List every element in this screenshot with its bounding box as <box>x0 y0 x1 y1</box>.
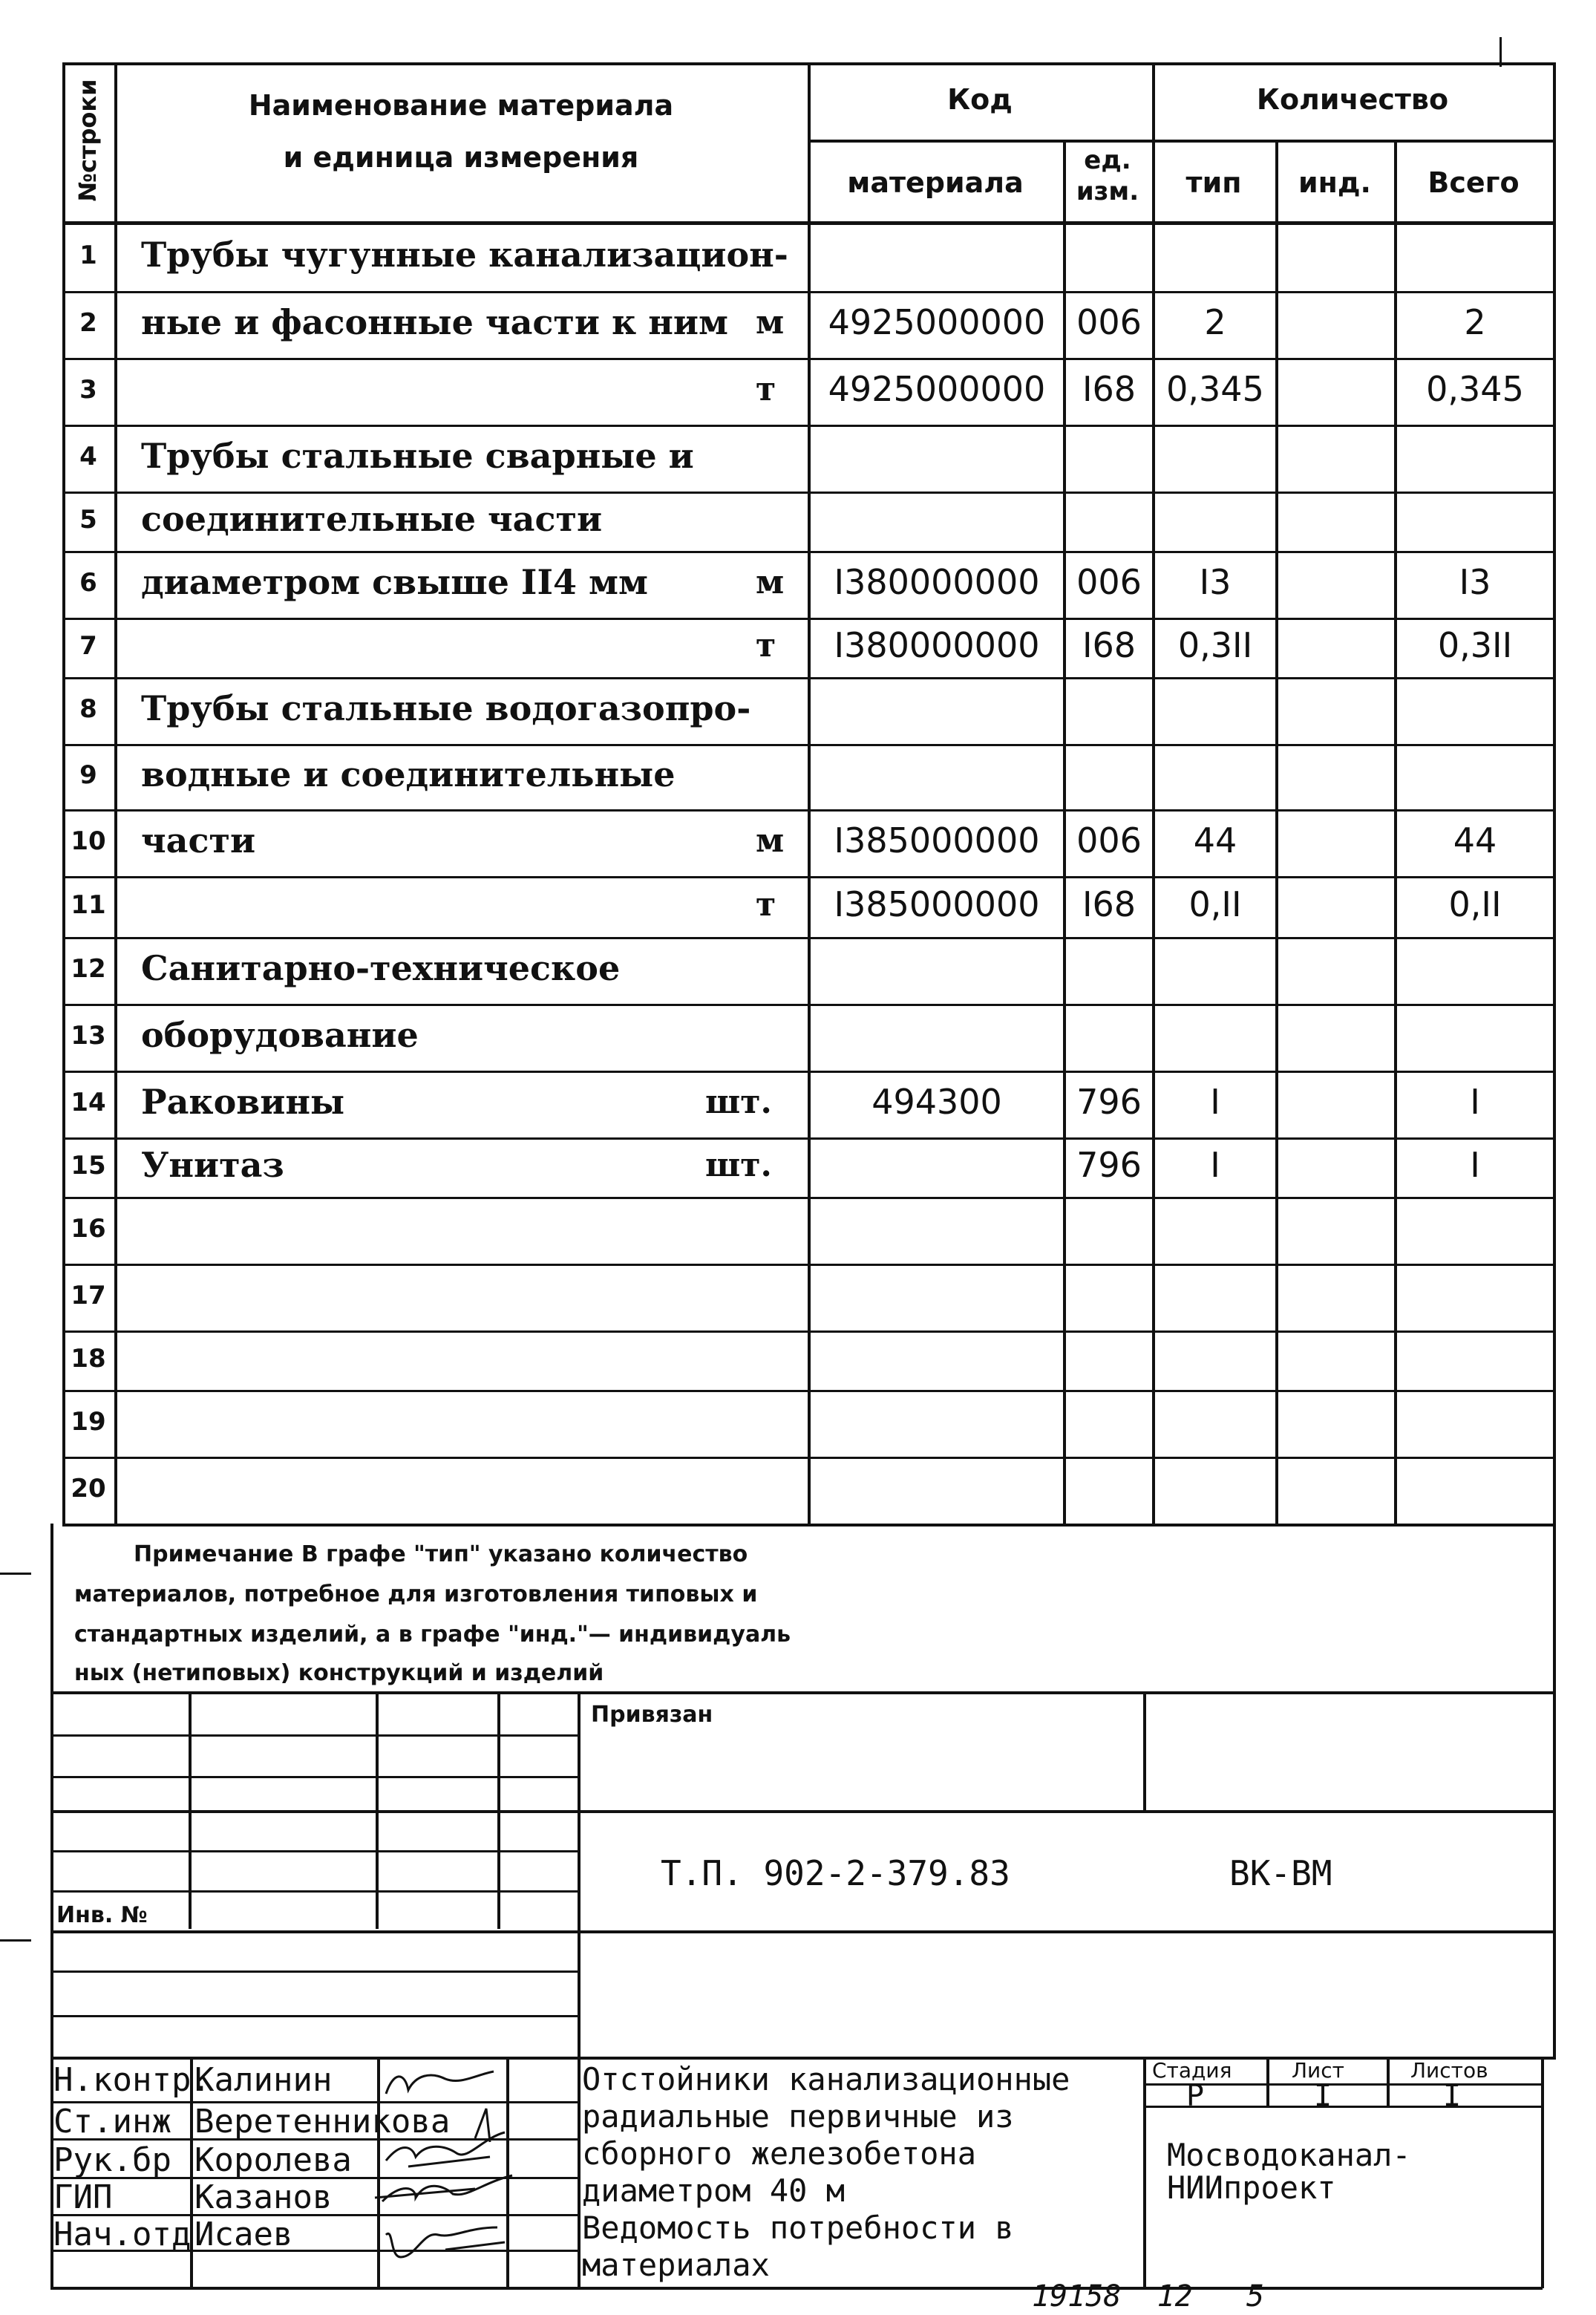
note-line4: ных (нетиповых) конструкций и изделий <box>74 1660 604 1686</box>
drawing-title-line: сборного железобетона <box>582 2135 977 2172</box>
row-name: соединительные части <box>141 499 603 539</box>
signature-veretennikova <box>475 2109 490 2142</box>
row-code: 4925000000 <box>828 369 1046 409</box>
row-unit-letter: т <box>756 627 776 665</box>
row-unit-letter: т <box>756 886 776 924</box>
row-unit-letter: шт. <box>705 1083 772 1121</box>
header-material: материала <box>847 166 1024 199</box>
header-name-line1: Наименование материала <box>248 89 674 122</box>
row-typ: 0,345 <box>1166 369 1264 409</box>
header-code: Код <box>947 83 1013 116</box>
row-unit-code: I68 <box>1082 369 1137 409</box>
row-unit-code: 006 <box>1076 302 1142 342</box>
privyazan-label: Привязан <box>591 1702 713 1728</box>
row-typ: 2 <box>1204 302 1226 342</box>
row-unit-code: I68 <box>1082 625 1137 665</box>
row-unit-code: 006 <box>1076 820 1142 861</box>
person-name: Королева <box>194 2141 352 2179</box>
signature-kalinin <box>386 2071 494 2094</box>
drawing-title-line: радиальные первичные из <box>582 2098 1014 2135</box>
header-name-line2: и единица измерения <box>283 141 639 174</box>
row-total: 2 <box>1464 302 1486 342</box>
drawing-title-line: материалах <box>582 2247 770 2283</box>
row-number: 6 <box>79 568 97 598</box>
row-name: водные и соединительные <box>141 754 676 794</box>
person-role: ГИП <box>53 2178 113 2216</box>
signature-kazanov <box>375 2175 512 2201</box>
footer-number: 19158 12 5 <box>1032 2279 1265 2314</box>
person-name: Казанов <box>194 2178 333 2216</box>
sheet-label: Лист <box>1292 2058 1344 2083</box>
drawing-title-line: диаметром 40 м <box>582 2172 846 2209</box>
row-number: 7 <box>79 631 97 661</box>
header-quantity: Количество <box>1256 83 1449 116</box>
row-number: 19 <box>71 1407 106 1437</box>
doc-code: ВК-ВМ <box>1229 1853 1332 1893</box>
row-number: 4 <box>79 442 97 471</box>
inv-label: Инв. № <box>56 1902 148 1928</box>
row-number: 5 <box>79 505 97 535</box>
stage-label: Стадия <box>1152 2058 1232 2083</box>
row-total: I3 <box>1459 562 1491 602</box>
row-unit-letter: т <box>756 370 776 408</box>
row-unit-letter: м <box>756 564 785 601</box>
row-number: 2 <box>79 308 97 338</box>
row-unit-letter: шт. <box>705 1146 772 1184</box>
person-name: Калинин <box>194 2061 333 2099</box>
sheet-value: I <box>1314 2079 1332 2113</box>
row-unit-code: 796 <box>1076 1082 1142 1122</box>
row-name: Унитаз <box>141 1145 284 1185</box>
row-code: I385000000 <box>834 884 1040 924</box>
row-code: 494300 <box>871 1082 1002 1122</box>
row-code: I380000000 <box>834 625 1040 665</box>
row-unit-letter: м <box>756 822 785 860</box>
row-unit-code: 006 <box>1076 562 1142 602</box>
row-name: Трубы чугунные канализацион- <box>141 235 788 275</box>
row-total: 0,II <box>1448 884 1502 924</box>
org-line2: НИИпроект <box>1167 2169 1336 2206</box>
row-typ: I <box>1210 1082 1220 1122</box>
row-number: 3 <box>79 375 97 405</box>
row-number: 18 <box>71 1344 106 1374</box>
sheets-value: I <box>1443 2079 1462 2113</box>
person-role: Нач.отд <box>53 2216 192 2253</box>
row-typ: 0,II <box>1188 884 1242 924</box>
row-name: Раковины <box>141 1082 345 1122</box>
note-line2: материалов, потребное для изготовления типовых и <box>74 1581 758 1607</box>
header-unit-line1: ед. <box>1084 146 1131 175</box>
row-name: Трубы стальные сварные и <box>141 436 694 476</box>
row-number: 8 <box>79 694 97 724</box>
row-number: 14 <box>71 1088 106 1117</box>
row-typ: I <box>1210 1145 1220 1185</box>
row-number: 16 <box>71 1214 106 1244</box>
row-name: части <box>141 820 256 861</box>
header-unit-line2: изм. <box>1076 177 1139 206</box>
person-name: Исаев <box>194 2216 293 2253</box>
header-total: Всего <box>1427 166 1520 199</box>
row-unit-code: 796 <box>1076 1145 1142 1185</box>
person-role: Н.контр. <box>53 2061 211 2099</box>
row-total: 44 <box>1453 820 1497 861</box>
header-rownum: №строки <box>73 79 102 202</box>
row-typ: 0,3II <box>1177 625 1253 665</box>
header-typ: тип <box>1185 166 1242 199</box>
note-line3: стандартных изделий, а в графе "инд."— индивидуаль <box>74 1622 791 1648</box>
row-unit-code: I68 <box>1082 884 1137 924</box>
row-name: оборудование <box>141 1015 419 1055</box>
row-name: Трубы стальные водогазопро- <box>141 688 751 728</box>
row-typ: 44 <box>1193 820 1237 861</box>
row-code: I385000000 <box>834 820 1040 861</box>
row-name: ные и фасонные части к ним <box>141 302 729 342</box>
row-number: 17 <box>71 1281 106 1310</box>
drawing-title-line: Отстойники канализационные <box>582 2061 1070 2097</box>
row-code: I380000000 <box>834 562 1040 602</box>
row-total: I <box>1470 1082 1480 1122</box>
row-number: 10 <box>71 826 106 856</box>
doc-number: Т.П. 902-2-379.83 <box>661 1853 1010 1893</box>
row-number: 11 <box>71 890 106 920</box>
row-code: 4925000000 <box>828 302 1046 342</box>
row-total: I <box>1470 1145 1480 1185</box>
person-role: Рук.бр <box>53 2141 171 2179</box>
sheets-label: Листов <box>1410 2058 1488 2083</box>
person-role: Ст.инж <box>53 2103 171 2141</box>
row-number: 12 <box>71 954 106 984</box>
row-total: 0,345 <box>1426 369 1524 409</box>
header-ind: инд. <box>1298 166 1371 199</box>
org-line1: Мосводоканал- <box>1167 2137 1411 2173</box>
row-number: 9 <box>79 760 97 790</box>
row-unit-letter: м <box>756 304 785 342</box>
row-typ: I3 <box>1199 562 1232 602</box>
drawing-title-line: Ведомость потребности в <box>582 2210 1014 2246</box>
row-number: 1 <box>79 241 97 270</box>
stage-value: Р <box>1186 2079 1205 2113</box>
person-name: Веретенникова <box>194 2103 451 2141</box>
signature-isaev <box>386 2227 505 2257</box>
row-number: 20 <box>71 1474 106 1503</box>
row-total: 0,3II <box>1437 625 1513 665</box>
row-number: 15 <box>71 1151 106 1181</box>
row-name: диаметром свыше II4 мм <box>141 562 648 602</box>
row-number: 13 <box>71 1021 106 1051</box>
row-name: Санитарно-техническое <box>141 948 621 988</box>
note-line1: Примечание В графе "тип" указано количество <box>134 1541 748 1567</box>
